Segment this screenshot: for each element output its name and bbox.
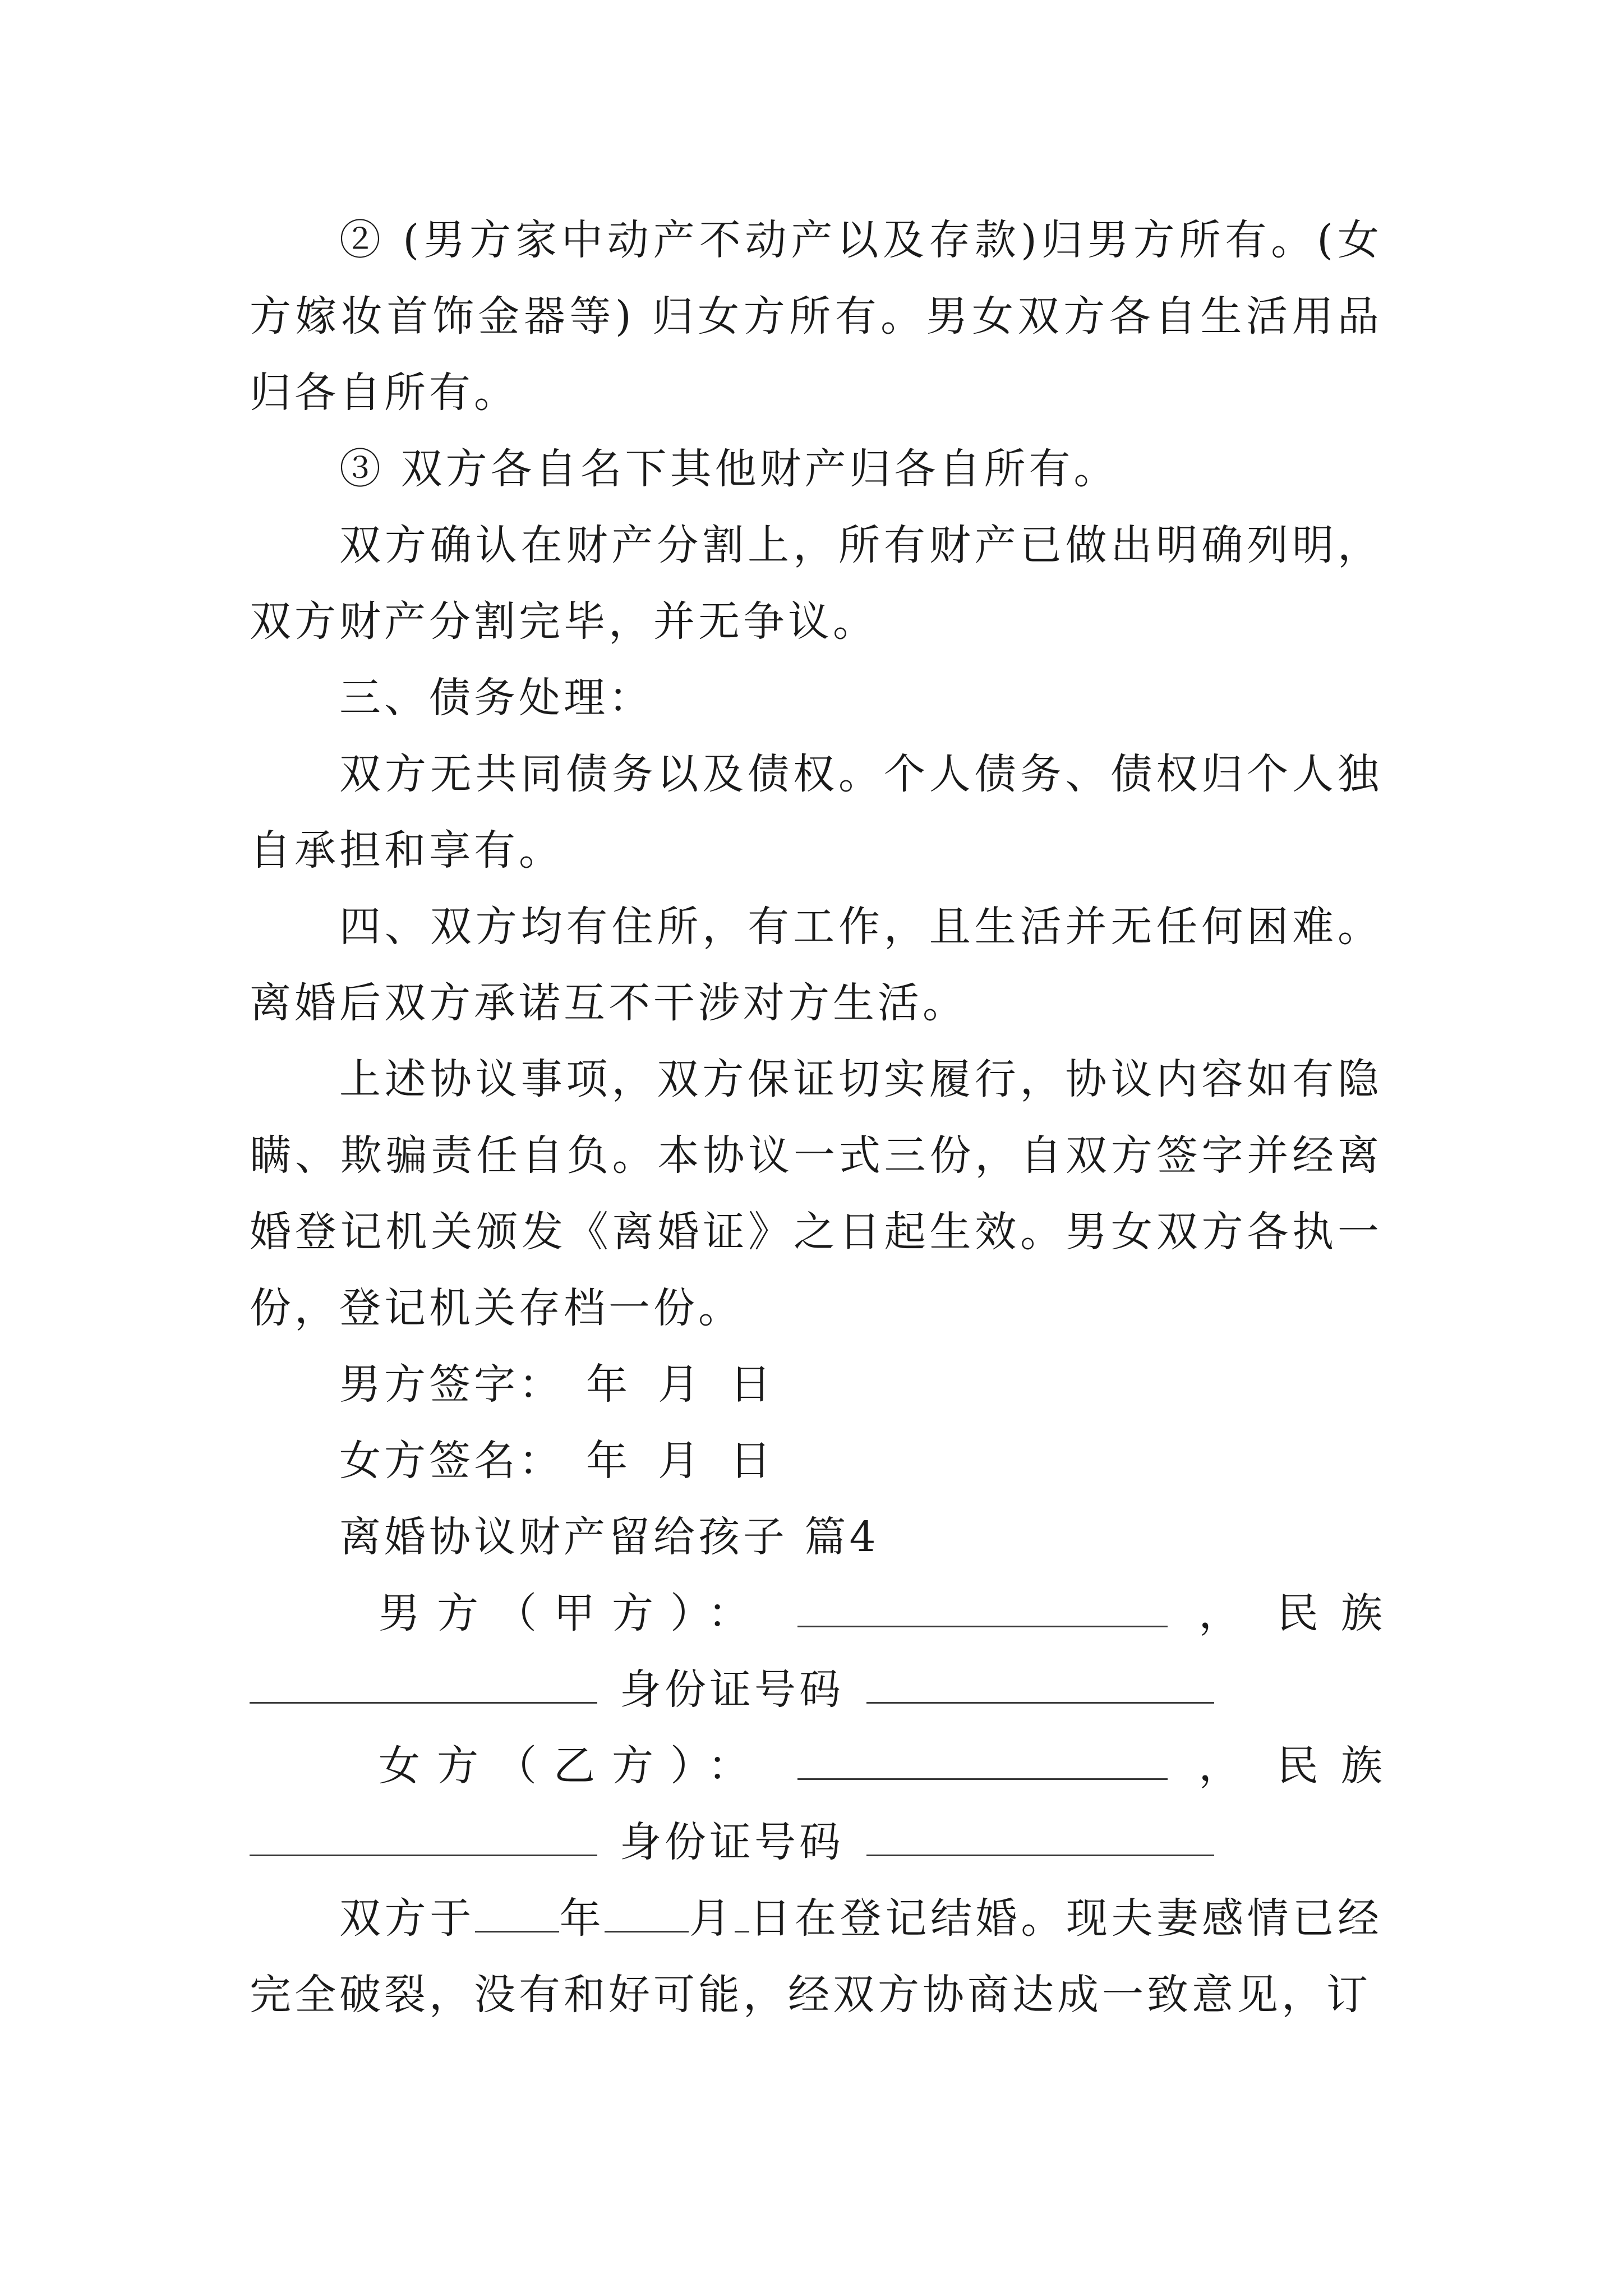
paragraph-debts bbox=[250, 736, 1382, 889]
paragraph-text: 四、双方均有住所，有工作，且生活并无任何困难。离婚后双方承诺互不干涉对方生活。 bbox=[250, 903, 1382, 1027]
heading-text: 三、债务处理： bbox=[339, 674, 653, 722]
paragraph-agreement-terms bbox=[250, 1041, 1382, 1346]
party-a-ethnicity-field[interactable] bbox=[250, 1673, 597, 1704]
party-a-line1 bbox=[250, 1575, 1405, 1651]
marriage-year-label: 年 bbox=[559, 1894, 605, 1943]
signature-day: 日 bbox=[730, 1437, 774, 1485]
party-b-name-field[interactable] bbox=[797, 1749, 1168, 1780]
marriage-prefix: 双方于 bbox=[339, 1894, 475, 1943]
marriage-rest: 日在登记结婚。现夫妻感情已经完全破裂，没有和好可能，经双方协商达成一致意见，订 bbox=[250, 1894, 1383, 2019]
paragraph-text: 双方无共同债务以及债权。个人债务、债权归个人独自承担和享有。 bbox=[250, 750, 1382, 875]
party-b-label: 女方（乙方）： bbox=[379, 1742, 766, 1790]
party-a-id-field[interactable] bbox=[866, 1673, 1214, 1704]
party-b-id-field[interactable] bbox=[866, 1825, 1214, 1856]
party-b-comma: ， bbox=[1198, 1742, 1257, 1790]
paragraph-residence bbox=[250, 889, 1382, 1041]
male-signature-label: 男方签字： bbox=[339, 1360, 564, 1409]
signature-year: 年 bbox=[586, 1437, 631, 1485]
section-title-text: 离婚协议财产留给孩子 篇4 bbox=[339, 1513, 879, 1561]
party-b-ethnicity-field[interactable] bbox=[250, 1825, 597, 1856]
signature-male bbox=[250, 1346, 1382, 1423]
marriage-day-field[interactable] bbox=[735, 1902, 749, 1932]
party-a-label: 男方（甲方）： bbox=[379, 1589, 766, 1637]
paragraph-text: 双方确认在财产分割上，所有财产已做出明确列明，双方财产分割完毕，并无争议。 bbox=[250, 521, 1382, 646]
party-a-comma: ， bbox=[1198, 1589, 1257, 1637]
party-a-name-field[interactable] bbox=[797, 1596, 1168, 1627]
party-a-id-label: 身份证号码 bbox=[620, 1665, 844, 1714]
marriage-month-label: 月 bbox=[689, 1894, 735, 1943]
party-b-line1 bbox=[250, 1728, 1405, 1804]
party-a-line2 bbox=[250, 1651, 1382, 1728]
signature-month: 月 bbox=[658, 1360, 703, 1409]
party-b-line2 bbox=[250, 1804, 1382, 1880]
party-b-id-label: 身份证号码 bbox=[620, 1818, 844, 1866]
signature-female bbox=[250, 1423, 1382, 1499]
signature-day: 日 bbox=[730, 1360, 774, 1409]
marriage-year-field[interactable] bbox=[475, 1902, 559, 1932]
party-a-ethnicity-label: 民族 bbox=[1276, 1589, 1405, 1637]
paragraph-other-assets bbox=[250, 431, 1382, 507]
paragraph-assets-male-female bbox=[250, 202, 1382, 431]
paragraph-property-confirmation bbox=[250, 507, 1382, 660]
marriage-month-field[interactable] bbox=[605, 1902, 689, 1932]
paragraph-text: 上述协议事项，双方保证切实履行，协议内容如有隐瞒、欺骗责任自负。本协议一式三份，自双方签字并经离婚登记机关颁发《离婚证》之日起生效。男女双方各执一份，登记机关存档一份。 bbox=[250, 1055, 1382, 1332]
paragraph-text: ② (男方家中动产不动产以及存款)归男方所有。(女方嫁妆首饰金器等) 归女方所有。男女双方各自生活用品归各自所有。 bbox=[250, 216, 1382, 417]
party-b-ethnicity-label: 民族 bbox=[1276, 1742, 1405, 1790]
paragraph-text: ③ 双方各自名下其他财产归各自所有。 bbox=[339, 445, 1119, 493]
signature-month: 月 bbox=[658, 1437, 703, 1485]
section-title bbox=[250, 1499, 1382, 1575]
paragraph-marriage bbox=[250, 1880, 1382, 2033]
section-heading-debts bbox=[250, 660, 1382, 736]
female-signature-label: 女方签名： bbox=[339, 1437, 564, 1485]
signature-year: 年 bbox=[586, 1360, 631, 1409]
